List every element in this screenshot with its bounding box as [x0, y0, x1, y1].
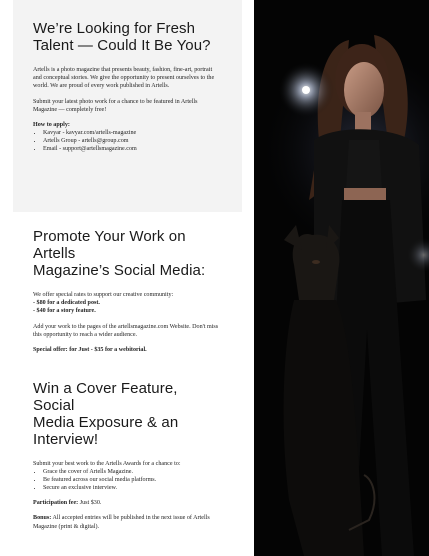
awards-intro: Submit your best work to the Artells Awards for a chance to:	[33, 461, 181, 467]
apply-item-group: • Artells Group - artells@group.com	[43, 137, 222, 145]
fresh-talent-heading	[33, 20, 222, 54]
awards-list	[33, 468, 222, 492]
model-with-dog-photo	[254, 0, 429, 556]
participation-fee	[33, 499, 222, 507]
awards-heading	[33, 380, 222, 448]
awards-item-cover: • Grace the cover of Artells Magazine.	[43, 468, 222, 476]
bonus-label: Bonus:	[33, 515, 52, 522]
how-to-apply-label: How to apply:	[33, 122, 70, 129]
social-media-heading	[33, 228, 222, 279]
apply-item-kavyar: • Kavyar - kavyar.com/artells-magazine	[43, 129, 222, 137]
photo-illustration	[254, 0, 429, 556]
awards-section	[13, 360, 242, 550]
social-media-heading-line1: Promote Your Work on Artells	[33, 228, 186, 262]
awards-item-interview: • Secure an exclusive interview.	[43, 484, 222, 492]
special-offer-text: Special offer: for Just - $35 for a webitorial.	[33, 347, 147, 354]
fresh-talent-heading-line2: Talent — Could It Be You?	[33, 37, 211, 54]
social-media-intro: We offer special rates to support our creative community:	[33, 292, 174, 298]
fresh-talent-section	[13, 0, 242, 212]
social-media-heading-line2: Magazine’s Social Media:	[33, 262, 206, 279]
rate-dedicated-post: - $80 for a dedicated post.	[33, 300, 100, 307]
awards-item-social: • Be featured across our social media platforms.	[43, 476, 222, 484]
social-media-section	[13, 216, 242, 356]
participation-fee-value: Just $30.	[79, 500, 102, 507]
bonus-description: All accepted entries will be published in the next issue of Artells Magazine (print & digital).	[33, 515, 210, 530]
apply-item-email: • Email - support@artellsmagazine.com	[43, 145, 222, 153]
awards-heading-line1: Win a Cover Feature, Social	[33, 380, 178, 414]
awards-heading-line2: Media Exposure & an Interview!	[33, 414, 179, 448]
website-text: Add your work to the pages of the artellsmagazine.com Website. Don't miss this opportunity to reach a wider audience.	[33, 323, 219, 338]
rate-story-feature: - $40 for a story feature.	[33, 308, 96, 315]
fresh-talent-intro: Artells is a photo magazine that presents beauty, fashion, fine-art, portrait and conceptual stories. We give the opportunity to present ourselves to the world. We are proud of every work published in Artells.	[33, 67, 215, 90]
bonus-text	[33, 514, 222, 530]
apply-list	[33, 129, 222, 153]
participation-fee-label: Participation fee:	[33, 500, 79, 507]
fresh-talent-submit-text: Submit your latest photo work for a chance to be featured in Artells Magazine — completely free!	[33, 98, 198, 113]
fresh-talent-heading-line1: We’re Looking for Fresh	[33, 20, 196, 37]
